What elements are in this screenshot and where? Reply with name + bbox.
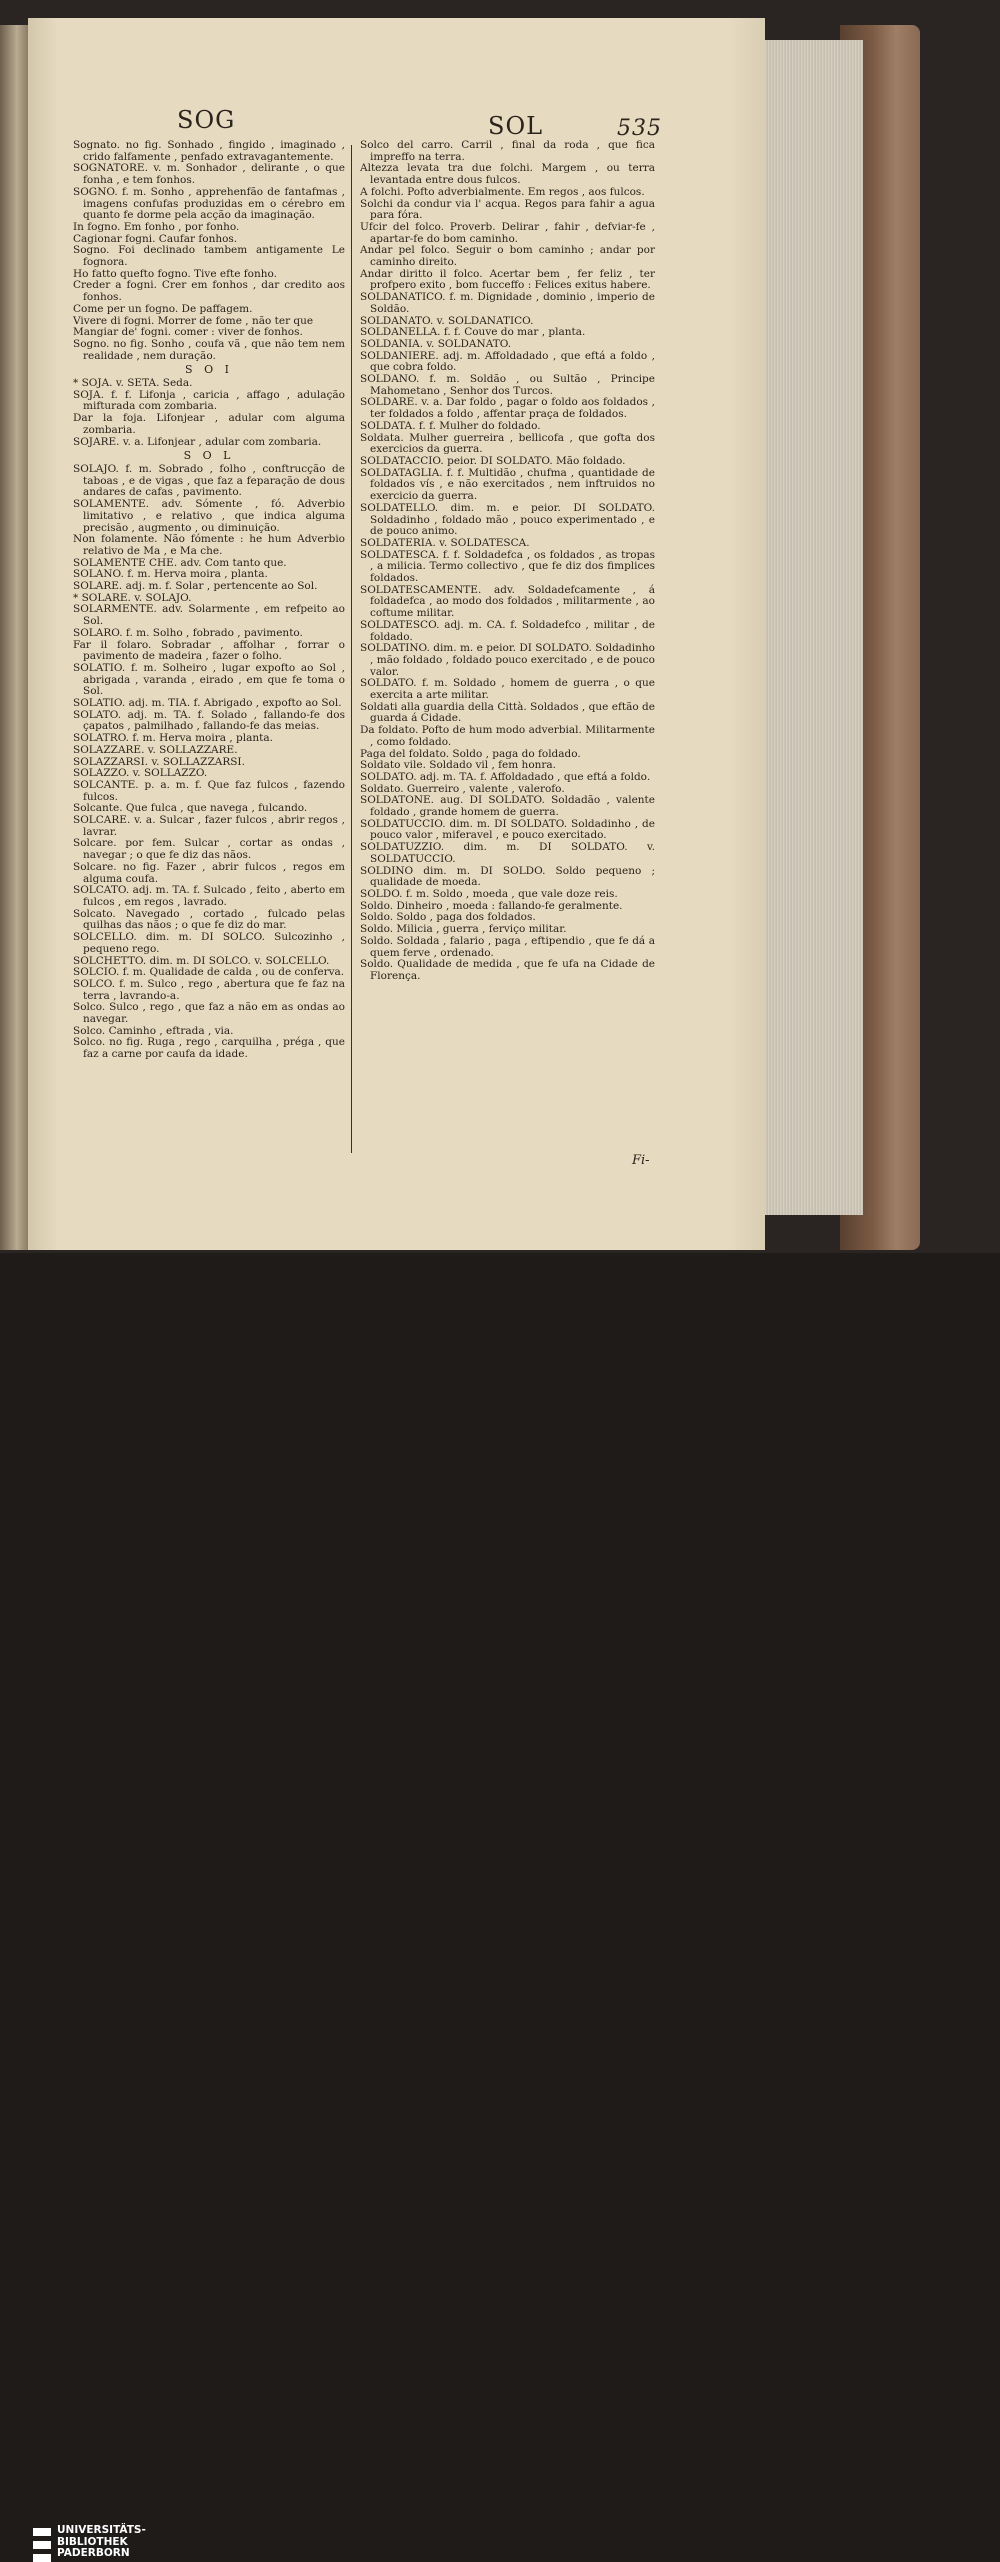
dictionary-entry: SOLDATINO. dim. m. e peior. DI SOLDATO. Soldadinho , mão foldado , foldado pouco exercitado , e de pouco valor.	[360, 642, 655, 678]
dictionary-entry: SOLAMENTE CHE. adv. Com tanto que.	[73, 556, 287, 569]
dictionary-entry: SOLCHETTO. dim. m. DI SOLCO. v. SOLCELLO.	[73, 954, 330, 967]
dictionary-entry: SOLAMENTE. adv. Sómente , fó. Adverbio limitativo , e relativo , que indica alguma precisão , augmento , ou diminuição.	[73, 498, 345, 534]
catchword: Fi-	[632, 1153, 650, 1168]
dictionary-entry: SOLDATUZZIO. dim. m. DI SOLDATO. v. SOLDATUCCIO.	[360, 841, 655, 865]
dictionary-entry: In fogno. Em fonho , por fonho.	[73, 220, 240, 233]
dictionary-entry: SOLCARE. v. a. Sulcar , fazer fulcos , abrir regos , lavrar.	[73, 814, 345, 838]
logo-line: UNIVERSITÄTS-	[57, 2524, 146, 2536]
running-head-right: SOL	[488, 112, 544, 140]
dictionary-entry: Cagionar fogni. Caufar fonhos.	[73, 232, 238, 245]
dictionary-entry: SOLAZZARSI. v. SOLLAZZARSI.	[73, 755, 245, 768]
dictionary-entry: SOLCIO. f. m. Qualidade de calda , ou de conferva.	[73, 966, 345, 979]
running-head-left: SOG	[177, 106, 236, 134]
dictionary-entry: Andar pel folco. Seguir o bom caminho ; andar por caminho direito.	[360, 244, 655, 269]
left-column	[73, 140, 345, 1061]
library-logo-icon	[33, 2528, 51, 2562]
dictionary-entry: Ho fatto quefto fogno. Tive efte fonho.	[73, 267, 277, 280]
dictionary-entry: Non folamente. Não fómente : he hum Adverbio relativo de Ma , e Ma che.	[73, 533, 345, 557]
right-column	[360, 140, 655, 983]
dictionary-entry: SOLDATONE. aug. DI SOLDATO. Soldadão , valente foldado , grande homem de guerra.	[360, 794, 655, 819]
dictionary-entry: SOLDANIERE. adj. m. Affoldadado , que eftá a foldo , que cobra foldo.	[360, 349, 655, 374]
dictionary-entry: SOLCANTE. p. a. m. f. Que faz fulcos , fazendo fulcos.	[73, 778, 345, 803]
section-heading: S O I	[185, 363, 233, 377]
dictionary-entry: Soldo. Qualidade de medida , que fe ufa na Cidade de Florença.	[360, 958, 655, 982]
dictionary-entry: SOLARMENTE. adv. Solarmente , em refpeito ao Sol.	[73, 603, 345, 628]
dictionary-entry: SOLAZZO. v. SOLLAZZO.	[73, 767, 208, 780]
dictionary-entry: SOLATRO. f. m. Herva moira , planta.	[73, 732, 273, 745]
page-edges-stack	[765, 40, 866, 1215]
dictionary-entry: Solco. Caminho , eftrada , via.	[73, 1024, 234, 1037]
dictionary-entry: SOLDATELLO. dim. m. e peior. DI SOLDATO. Soldadinho , foldado mão , pouco experimentado , e de pouco animo.	[360, 501, 655, 538]
dictionary-entry: Solco. no fig. Ruga , rego , carquilha , préga , que faz a carne por caufa da idade.	[73, 1036, 345, 1061]
dictionary-entry: Solco. Sulco , rego , que faz a não em as ondas ao navegar.	[73, 1001, 345, 1026]
section-heading: S O L	[183, 449, 235, 463]
dictionary-entry: SOLATO. adj. m. TA. f. Solado , fallando-fe dos çapatos , palmilhado , fallando-fe das meias.	[73, 708, 345, 733]
dictionary-entry: Soldato. Guerreiro , valente , valerofo.	[360, 782, 565, 795]
dictionary-entry: Soldo. Soldo , paga dos foldados.	[360, 911, 536, 924]
dictionary-entry: Far il folaro. Sobradar , affolhar , forrar o pavimento de madeira , fazer o folho.	[73, 638, 345, 663]
dictionary-entry: Sognato. no fig. Sonhado , fingido , imaginado , crido falfamente , penfado extravagantemente.	[73, 139, 345, 163]
dictionary-entry: Creder a fogni. Crer em fonhos , dar credito aos fonhos.	[73, 279, 345, 304]
footer-bar	[0, 1253, 1000, 2559]
dictionary-entry: Solco del carro. Carril , final da roda , que fica impreffo na terra.	[360, 139, 655, 163]
previous-page-edge	[0, 25, 28, 1250]
dictionary-entry: Vivere di fogni. Morrer de fome , não ter que	[73, 314, 314, 327]
dictionary-entry: Mangiar de' fogni. comer : viver de fonhos.	[73, 326, 303, 339]
dictionary-entry: A folchi. Pofto adverbialmente. Em regos , aos fulcos.	[360, 185, 645, 198]
dictionary-entry: SOLDANIA. v. SOLDANATO.	[360, 337, 512, 350]
dictionary-entry: SOLATIO. f. m. Solheiro , lugar expofto ao Sol , abrigada , varanda , eirado , em que fe toma o Sol.	[73, 661, 345, 698]
dictionary-entry: SOLCELLO. dim. m. DI SOLCO. Sulcozinho , pequeno rego.	[73, 931, 345, 955]
dictionary-entry: SOLDATESCA. f. f. Soldadefca , os foldados , as tropas , a milicia. Termo collectivo , que fe diz dos fimplices foldados.	[360, 548, 655, 585]
dictionary-entry: Andar diritto il folco. Acertar bem , fer feliz , ter profpero exito , bom fucceffo : Felices exitus habere.	[360, 267, 655, 292]
dictionary-entry: Solcare. no fig. Fazer , abrir fulcos , regos em alguma coufa.	[73, 860, 345, 885]
dictionary-entry: Solcante. Que fulca , que navega , fulcando.	[73, 802, 308, 815]
scanned-book-photo	[0, 0, 1000, 1253]
dictionary-entry: SOLDATESCO. adj. m. CA. f. Soldadefco , militar , de foldado.	[360, 618, 655, 643]
dictionary-entry: Soldato vile. Soldado vil , fem honra.	[360, 759, 557, 772]
dictionary-entry: SOLDATAGLIA. f. f. Multidão , chufma , quantidade de foldados vís , e não exercitados , nem inftruidos no exercicio da guerra.	[360, 466, 655, 503]
dictionary-entry: SOLCO. f. m. Sulco , rego , abertura que fe faz na terra , lavrando-a.	[73, 977, 345, 1002]
dictionary-entry: Sogno. Foi declinado tambem antigamente Le fognora.	[73, 244, 345, 269]
dictionary-entry: SOLANO. f. m. Herva moira , planta.	[73, 568, 268, 581]
dictionary-entry: SOGNO. f. m. Sonho , apprehenfão de fantafmas , imagens confufas produzidas em o cérebro em quanto fe dorme pela acção da imaginação.	[73, 185, 345, 222]
dictionary-entry: SOLDATESCAMENTE. adv. Soldadefcamente , á foldadefca , ao modo dos foldados , militarmente , ao coftume militar.	[360, 583, 655, 620]
logo-line: BIBLIOTHEK	[57, 2535, 128, 2548]
dictionary-entry: SOLARO. f. m. Solho , fobrado , pavimento.	[73, 626, 303, 639]
dictionary-entry: * SOJA. v. SETA. Seda.	[73, 377, 193, 390]
dictionary-entry: SOLDATO. adj. m. TA. f. Affoldadado , que eftá a foldo.	[360, 770, 651, 783]
dictionary-entry: SOJARE. v. a. Lifonjear , adular com zombaria.	[73, 435, 322, 448]
dictionary-entry: SOLDO. f. m. Soldo , moeda , que vale doze reis.	[360, 888, 618, 900]
dictionary-entry: Ufcir del folco. Proverb. Delirar , fahir , defviar-fe , apartar-fe do bom caminho.	[360, 220, 655, 245]
dictionary-entry: SOGNATORE. v. m. Sonhador , delirante , o que fonha , e tem fonhos.	[73, 162, 345, 187]
dictionary-entry: SOLDATACCIO. peior. DI SOLDATO. Mão foldado.	[360, 454, 626, 467]
dictionary-entry: Sogno. no fig. Sonho , coufa vã , que não tem nem realidade , nem duração.	[73, 337, 345, 362]
dictionary-entry: SOLAZZARE. v. SOLLAZZARE.	[73, 743, 238, 756]
dictionary-entry: Dar la foja. Lifonjear , adular com alguma zombaria.	[73, 412, 345, 436]
dictionary-entry: Da foldato. Pofto de hum modo adverbial. Militarmente , como foldado.	[360, 724, 655, 748]
dictionary-entry: SOLDATO. f. m. Soldado , homem de guerra , o que exercita a arte militar.	[360, 677, 655, 702]
dictionary-entry: SOLAJO. f. m. Sobrado , folho , conftrucção de taboas , e de vigas , que faz a feparação de dous andares de cafas , pavimento.	[73, 462, 345, 499]
page-number: 535	[617, 116, 662, 141]
dictionary-entry: SOLDATERIA. v. SOLDATESCA.	[360, 536, 530, 549]
dictionary-entry: Soldata. Mulher guerreira , bellicofa , que gofta dos exercicios da guerra.	[360, 431, 655, 456]
column-rule	[351, 145, 352, 1153]
dictionary-entry: Soldati alla guardia della Città. Soldados , que eftão de guarda á Cidade.	[360, 700, 655, 725]
dictionary-entry: SOLATIO. adj. m. TIA. f. Abrigado , expofto ao Sol.	[73, 697, 342, 710]
library-logo-text	[57, 2525, 146, 2560]
dictionary-entry: SOLDANATICO. f. m. Dignidade , dominio , imperio de Soldão.	[360, 291, 655, 315]
dictionary-entry: SOLDATA. f. f. Mulher do foldado.	[360, 419, 541, 432]
dictionary-entry: SOLDANO. f. m. Soldão , ou Sultão , Principe Mahometano , Senhor dos Turcos.	[360, 373, 655, 397]
dictionary-entry: SOLDATUCCIO. dim. m. DI SOLDATO. Soldadinho , de pouco valor , miferavel , e pouco exercitado.	[360, 817, 655, 842]
dictionary-entry: SOLCATO. adj. m. TA. f. Sulcado , feito , aberto em fulcos , em regos , lavrado.	[73, 884, 345, 908]
dictionary-entry: Solchi da condur via l' acqua. Regos para fahir a agua para fóra.	[360, 197, 655, 222]
dictionary-entry: SOLDARE. v. a. Dar foldo , pagar o foldo aos foldados , ter foldados a foldo , affentar praça de foldados.	[360, 396, 655, 421]
dictionary-entry: Soldo. Dinheiro , moeda : fallando-fe geralmente.	[360, 899, 623, 912]
dictionary-entry: SOLARE. adj. m. f. Solar , pertencente ao Sol.	[73, 580, 318, 593]
dictionary-entry: SOLDANATO. v. SOLDANATICO.	[360, 314, 534, 327]
dictionary-entry: Paga del foldato. Soldo , paga do foldado.	[360, 747, 581, 760]
dictionary-entry: * SOLARE. v. SOLAJO.	[73, 591, 192, 604]
dictionary-entry: SOLDINO dim. m. DI SOLDO. Soldo pequeno ; qualidade de moeda.	[360, 864, 655, 889]
dictionary-entry: SOJA. f. f. Lifonja , caricia , affago , adulação mifturada com zombaria.	[73, 388, 345, 413]
dictionary-entry: Soldo. Milicia , guerra , ferviço militar.	[360, 923, 567, 936]
dictionary-entry: Come per un fogno. De paffagem.	[73, 302, 253, 315]
dictionary-entry: SOLDANELLA. f. f. Couve do mar , planta.	[360, 326, 586, 339]
dictionary-entry: Altezza levata tra due folchi. Margem , ou terra levantada entre dous fulcos.	[360, 162, 655, 187]
dictionary-entry: Soldo. Soldada , falario , paga , eftipendio , que fe dá a quem ferve , ordenado.	[360, 934, 655, 959]
logo-line: PADERBORN	[57, 2547, 130, 2559]
dictionary-entry: Solcare. por fem. Sulcar , cortar as ondas , navegar ; o que fe diz das nãos.	[73, 837, 345, 862]
dictionary-entry: Solcato. Navegado , cortado , fulcado pelas quilhas das nãos ; o que fe diz do mar.	[73, 907, 345, 932]
